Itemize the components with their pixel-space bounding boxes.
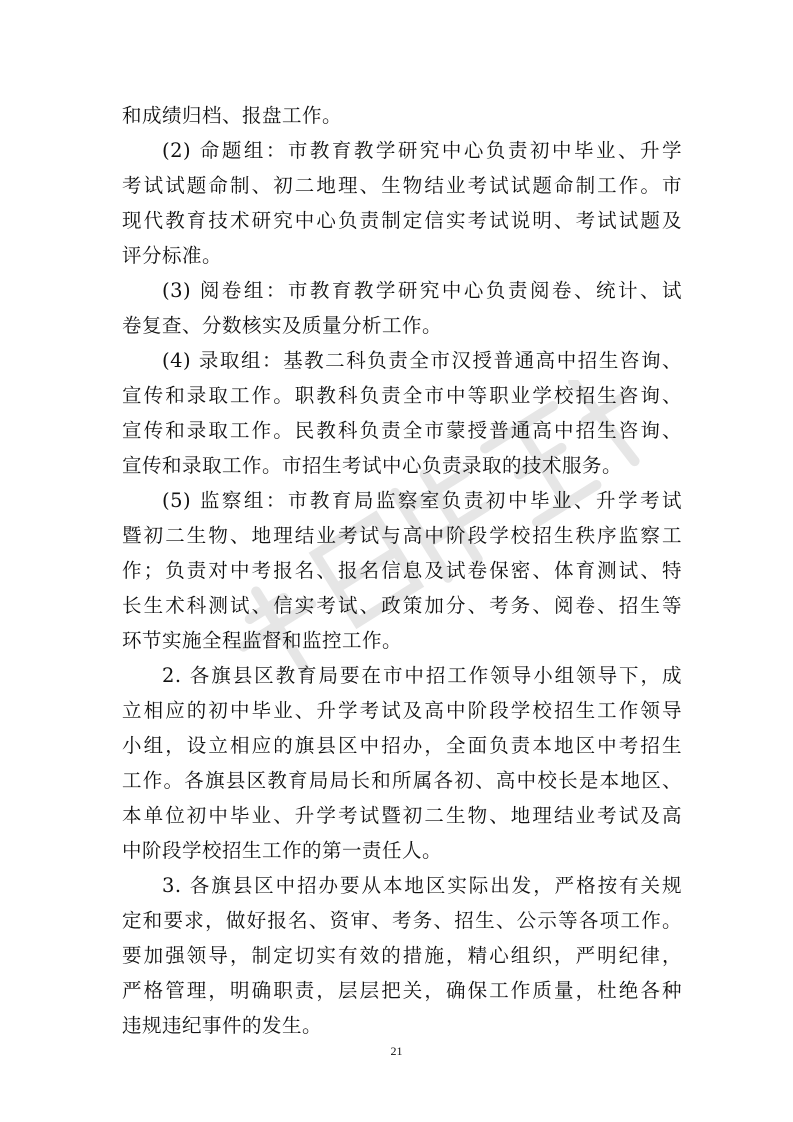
text-line: 和成绩归档、报盘工作。 [122, 104, 343, 127]
text-line: 小组，设立相应的旗县区中招办，全面负责本地区中考招生 [122, 734, 682, 757]
text-line: 严格管理，明确职责，层层把关，确保工作质量，杜绝各种 [122, 979, 682, 1002]
text-line: 要加强领导，制定切实有效的措施，精心组织，严明纪律， [122, 944, 682, 967]
text-line: 评分标准。 [122, 244, 223, 267]
text-line: 3. 各旗县区中招办要从本地区实际出发，严格按有关规 [162, 874, 682, 897]
text-line: 暨初二生物、地理结业考试与高中阶段学校招生秩序监察工 [122, 524, 682, 547]
text-line: 工作。各旗县区教育局局长和所属各初、高中校长是本地区、 [122, 769, 682, 792]
text-line: 定和要求，做好报名、资审、考务、招生、公示等各项工作。 [122, 909, 682, 932]
document-body [122, 98, 682, 1043]
text-line: 长生术科测试、信实考试、政策加分、考务、阅卷、招生等 [122, 594, 682, 617]
text-line: 考试试题命制、初二地理、生物结业考试试题命制工作。市 [122, 174, 682, 197]
text-line: (4) 录取组：基教二科负责全市汉授普通高中招生咨询、 [162, 349, 682, 372]
text-line: 作；负责对中考报名、报名信息及试卷保密、体育测试、特 [122, 559, 682, 582]
text-line: (5) 监察组：市教育局监察室负责初中毕业、升学考试 [162, 489, 682, 512]
text-line: 立相应的初中毕业、升学考试及高中阶段学校招生工作领导 [122, 699, 682, 722]
text-line: (3) 阅卷组：市教育教学研究中心负责阅卷、统计、试 [162, 279, 682, 302]
text-line: 现代教育技术研究中心负责制定信实考试说明、考试试题及 [122, 209, 682, 232]
text-line: 违规违纪事件的发生。 [122, 1014, 323, 1037]
text-line: 中阶段学校招生工作的第一责任人。 [122, 839, 443, 862]
text-line: 环节实施全程监督和监控工作。 [122, 629, 403, 652]
page-number: 21 [390, 1044, 403, 1058]
text-line: 2. 各旗县区教育局要在市中招工作领导小组领导下，成 [162, 664, 682, 687]
text-line: (2) 命题组：市教育教学研究中心负责初中毕业、升学 [162, 139, 682, 162]
text-line: 本单位初中毕业、升学考试暨初二生物、地理结业考试及高 [122, 804, 682, 827]
text-line: 卷复查、分数核实及质量分析工作。 [122, 314, 443, 337]
text-line: 宣传和录取工作。职教科负责全市中等职业学校招生咨询、 [122, 384, 682, 407]
text-line: 宣传和录取工作。民教科负责全市蒙授普通高中招生咨询、 [122, 419, 682, 442]
text-line: 宣传和录取工作。市招生考试中心负责录取的技术服务。 [122, 454, 623, 477]
